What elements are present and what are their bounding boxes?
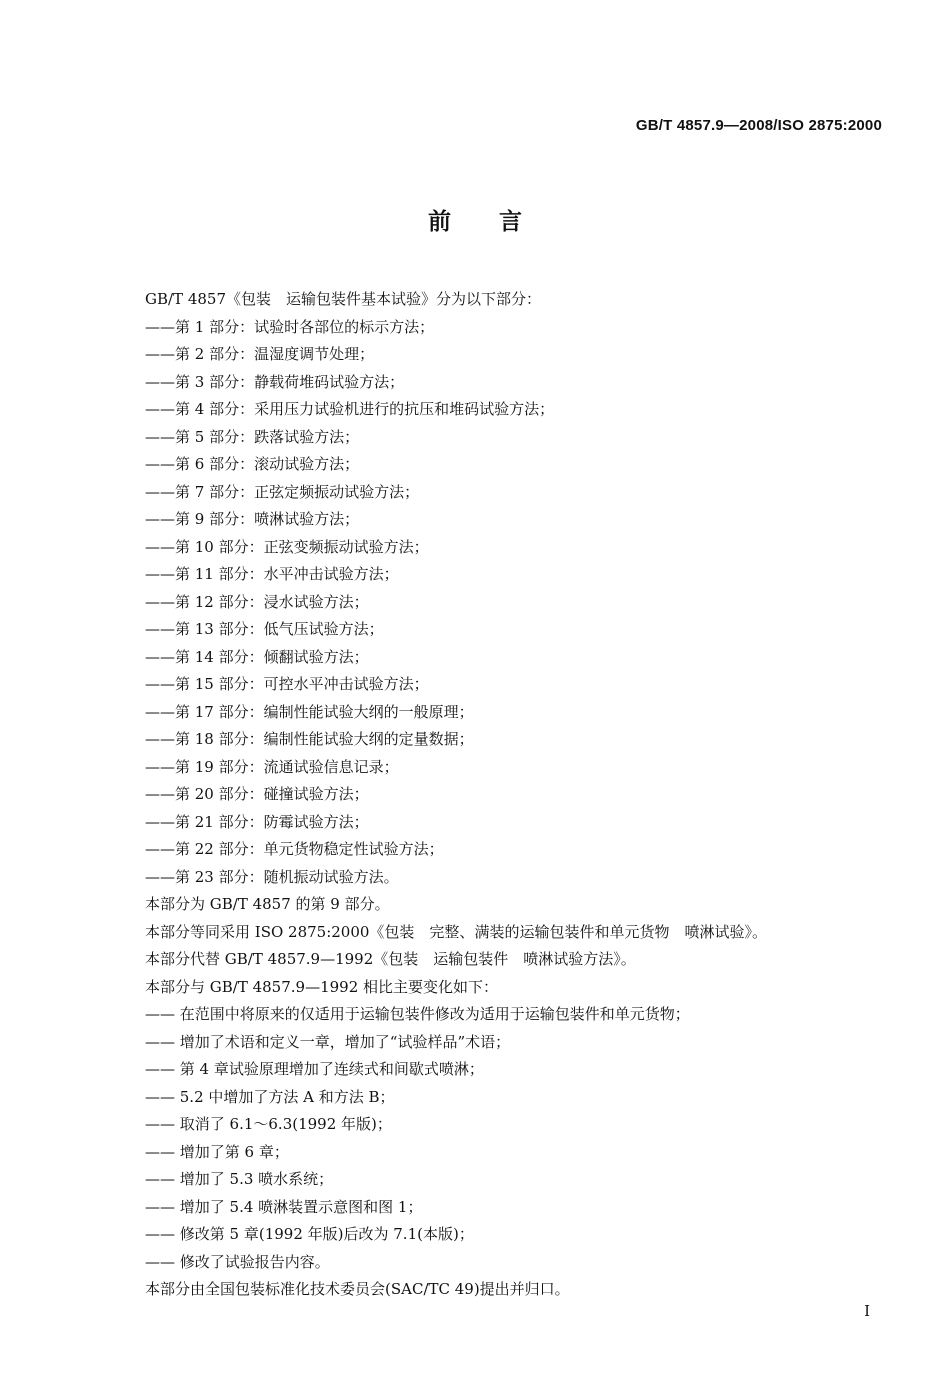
text-line: 本部分由全国包装标准化技术委员会(SAC/TC 49)提出并归口。 [145,1280,570,1298]
text-line: —— 5.2 中增加了方法 A 和方法 B； [145,1087,395,1106]
text-line: —— 在范围中将原来的仅适用于运输包装件修改为适用于运输包装件和单元货物； [145,1005,690,1023]
standard-number-header: GB/T 4857.9—2008/ISO 2875:2000 [635,117,882,134]
text-line: ——第 13 部分：低气压试验方法； [145,620,384,638]
page-number: I [864,1302,870,1320]
text-line: ——第 17 部分：编制性能试验大纲的一般原理； [145,702,474,721]
text-line: —— 增加了 5.4 喷淋装置示意图和图 1； [145,1197,423,1216]
text-line: ——第 15 部分：可控水平冲击试验方法； [145,675,429,693]
text-line: —— 修改了试验报告内容。 [145,1252,330,1271]
text-line: ——第 23 部分：随机振动试验方法。 [145,867,399,886]
text-line: GB/T 4857《包装 运输包装件基本试验》分为以下部分： [145,290,542,308]
text-line: ——第 12 部分：浸水试验方法； [145,592,369,611]
text-line: ——第 21 部分：防霉试验方法； [145,812,369,831]
text-line: ——第 5 部分：跌落试验方法； [145,427,360,446]
text-line: 本部分与 GB/T 4857.9—1992 相比主要变化如下： [145,977,499,996]
text-line: —— 增加了术语和定义一章，增加了“试验样品”术语； [145,1032,511,1051]
text-line: ——第 22 部分：单元货物稳定性试验方法； [145,840,444,858]
text-line: ——第 18 部分：编制性能试验大纲的定量数据； [145,730,474,748]
text-line: 本部分代替 GB/T 4857.9—1992《包装 运输包装件 喷淋试验方法》。 [145,950,636,968]
text-line: 本部分等同采用 ISO 2875:2000《包装 完整、满装的运输包装件和单元货物 喷淋试验》。 [145,922,767,941]
text-line: —— 取消了 6.1～6.3(1992 年版)； [145,1115,392,1133]
text-line: ——第 19 部分：流通试验信息记录； [145,757,399,776]
text-line: ——第 14 部分：倾翻试验方法； [145,647,369,666]
text-line: ——第 3 部分：静载荷堆码试验方法； [145,372,405,391]
text-line: ——第 4 部分：采用压力试验机进行的抗压和堆码试验方法； [145,400,555,418]
text-line: —— 第 4 章试验原理增加了连续式和间歇式喷淋； [145,1060,484,1078]
text-line: 本部分为 GB/T 4857 的第 9 部分。 [145,895,390,913]
text-line: ——第 10 部分：正弦变频振动试验方法； [145,537,429,556]
text-line: —— 增加了第 6 章； [145,1142,289,1161]
text-line: —— 修改第 5 章(1992 年版)后改为 7.1(本版)； [145,1225,474,1243]
text-line: ——第 20 部分：碰撞试验方法； [145,785,369,803]
text-line: ——第 6 部分：滚动试验方法； [145,455,360,473]
text-line: ——第 11 部分：水平冲击试验方法； [145,565,399,583]
foreword-body [145,286,845,1304]
text-line: —— 增加了 5.3 喷水系统； [145,1170,334,1188]
page-title: 前言 [428,209,570,235]
text-line: ——第 9 部分：喷淋试验方法； [145,510,360,528]
text-line: ——第 2 部分：温湿度调节处理； [145,345,375,363]
text-line: ——第 1 部分：试验时各部位的标示方法； [145,317,435,336]
text-line: ——第 7 部分：正弦定频振动试验方法； [145,482,420,501]
